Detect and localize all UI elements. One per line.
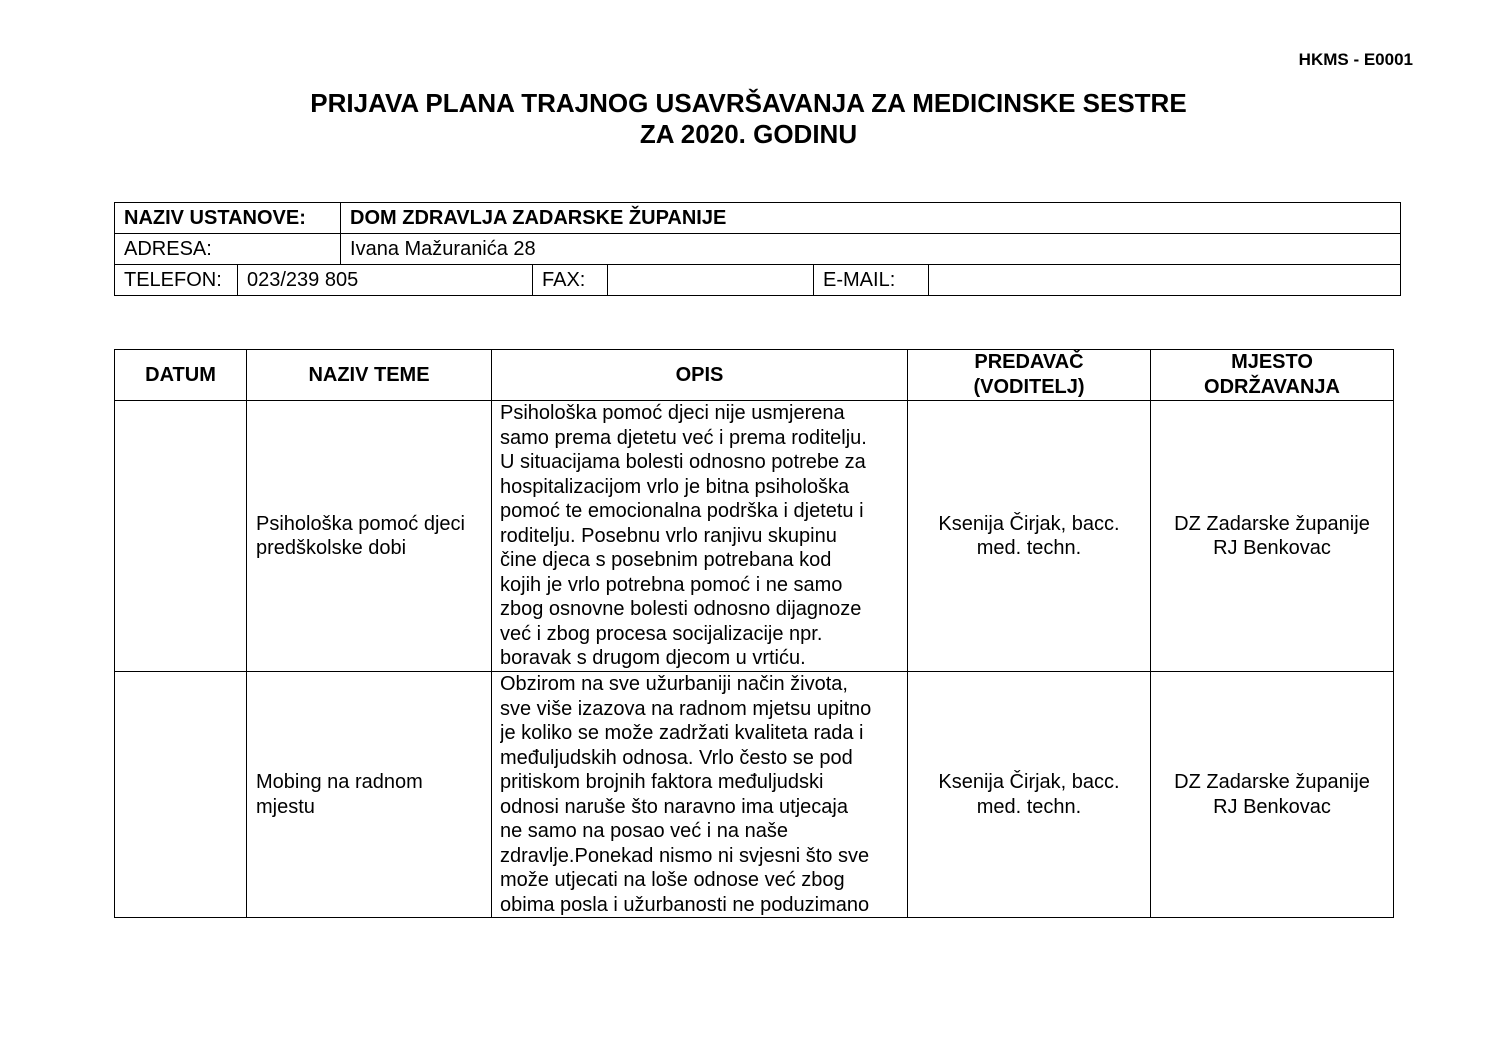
opis-line: međuljudskih odnosa. Vrlo često se pod	[500, 746, 853, 769]
opis-line: obima posla i užurbanosti ne poduzimano	[500, 893, 870, 916]
opis-line: samo prema djetetu već i prema roditelju.	[500, 426, 867, 449]
predavac-line-2: med. techn.	[976, 795, 1082, 818]
institution-contact-row	[115, 265, 1401, 296]
header-mjesto	[1151, 350, 1394, 401]
tema-line-2: mjestu	[256, 795, 315, 818]
opis-line: je koliko se može zadržati kvaliteta rada i	[500, 722, 864, 744]
institution-info-table	[114, 202, 1401, 296]
predavac-line-2: med. techn.	[976, 537, 1082, 559]
cell-mjesto	[1151, 401, 1394, 672]
opis-line: Obzirom na sve užurbaniji način života,	[500, 673, 848, 695]
opis-line: sve više izazova na radnom mjetsu upitno	[500, 697, 872, 720]
opis-line: odnosi naruše što naravno ima utjecaja	[500, 795, 848, 818]
header-mjesto-line-2: ODRŽAVANJA	[1204, 376, 1340, 398]
opis-line: ne samo na posao već i na naše	[500, 820, 788, 842]
opis-line: može utjecati na loše odnose već zbog	[500, 869, 845, 891]
opis-line: boravak s drugom djecom u vrtiću.	[500, 647, 806, 669]
cell-opis	[492, 672, 908, 918]
opis-line: roditelju. Posebnu vrlo ranjivu skupinu	[500, 524, 837, 547]
title-line-1: PRIJAVA PLANA TRAJNOG USAVRŠAVANJA ZA MEDICINSKE SESTRE	[310, 88, 1187, 118]
table-row	[115, 672, 1394, 918]
cell-naziv-teme	[247, 401, 492, 672]
header-predavac-line-1: PREDAVAČ	[974, 351, 1084, 373]
opis-line: Psihološka pomoć djeci nije usmjerena	[500, 402, 845, 424]
institution-address-label: ADRESA:	[115, 234, 341, 265]
opis-line: U situacijama bolesti odnosno potrebe za	[500, 451, 866, 473]
predavac-line-1: Ksenija Čirjak, bacc.	[938, 771, 1120, 793]
opis-line: čine djeca s posebnim potrebana kod	[500, 549, 832, 571]
mjesto-line-2: RJ Benkovac	[1213, 795, 1331, 818]
institution-address-value: Ivana Mažuranića 28	[341, 234, 1401, 265]
page-title	[0, 88, 1497, 150]
email-label: E-MAIL:	[814, 265, 929, 296]
header-naziv-teme: NAZIV TEME	[247, 350, 492, 401]
cell-naziv-teme	[247, 672, 492, 918]
mjesto-line-1: DZ Zadarske županije	[1174, 771, 1370, 793]
predavac-line-1: Ksenija Čirjak, bacc.	[938, 512, 1120, 535]
institution-name-row	[115, 203, 1401, 234]
header-predavac	[908, 350, 1151, 401]
cell-opis	[492, 401, 908, 672]
cell-datum	[115, 401, 247, 672]
cell-predavac	[908, 401, 1151, 672]
institution-name-label: NAZIV USTANOVE:	[115, 203, 341, 234]
document-code: HKMS - E0001	[1298, 50, 1413, 69]
training-plan-table	[114, 349, 1394, 918]
header-mjesto-line-1: MJESTO	[1231, 351, 1313, 373]
opis-line: kojih je vrlo potrebna pomoć i ne samo	[500, 573, 843, 596]
phone-label: TELEFON:	[115, 265, 238, 296]
table-header-row	[115, 350, 1394, 401]
fax-label: FAX:	[533, 265, 608, 296]
table-row	[115, 401, 1394, 672]
header-opis: OPIS	[492, 350, 908, 401]
fax-value	[608, 265, 814, 296]
mjesto-line-1: DZ Zadarske županije	[1174, 512, 1370, 535]
phone-value: 023/239 805	[238, 265, 533, 296]
tema-line-1: Psihološka pomoć djeci	[256, 512, 465, 535]
tema-line-1: Mobing na radnom	[256, 771, 423, 793]
opis-line: hospitalizacijom vrlo je bitna psihološka	[500, 475, 850, 498]
cell-mjesto	[1151, 672, 1394, 918]
opis-line: pritiskom brojnih faktora međuljudski	[500, 771, 824, 793]
header-predavac-line-2: (VODITELJ)	[973, 376, 1085, 398]
email-value	[929, 265, 1401, 296]
title-line-2: ZA 2020. GODINU	[639, 119, 858, 149]
cell-datum	[115, 672, 247, 918]
opis-line: zbog osnovne bolesti odnosno dijagnoze	[500, 598, 862, 620]
cell-predavac	[908, 672, 1151, 918]
opis-line: zdravlje.Ponekad nismo ni svjesni što sve	[500, 844, 870, 867]
header-datum: DATUM	[115, 350, 247, 401]
opis-line: već i zbog procesa socijalizacije npr.	[500, 622, 823, 645]
opis-line: pomoć te emocionalna podrška i djetetu i	[500, 500, 864, 522]
tema-line-2: predškolske dobi	[256, 537, 407, 559]
institution-address-row	[115, 234, 1401, 265]
institution-name-value: DOM ZDRAVLJA ZADARSKE ŽUPANIJE	[341, 203, 1401, 234]
mjesto-line-2: RJ Benkovac	[1213, 537, 1331, 559]
